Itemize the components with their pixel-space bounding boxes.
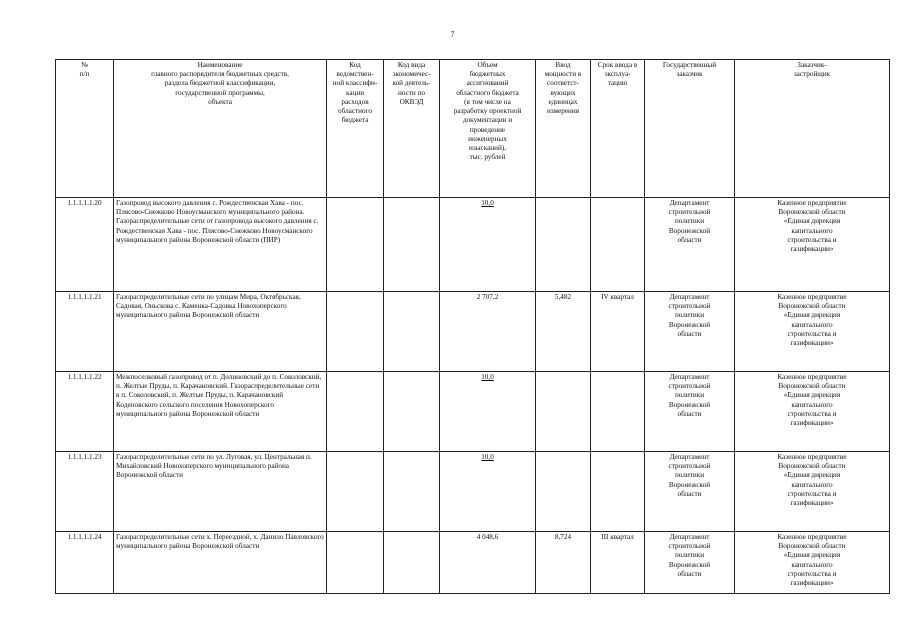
capacity: 5,482 xyxy=(536,292,591,372)
budget-volume: 2 707,2 xyxy=(440,292,536,372)
commissioning-term: III квартал xyxy=(591,532,645,594)
header-capacity: Ввод мощности в соответст- вующих единицах измерения xyxy=(536,60,591,198)
developer: Казенное предприятие Воронежской области «Единая дирекция капитального строительства и газификации» xyxy=(735,198,890,292)
developer: Казенное предприятие Воронежской области «Единая дирекция капитального строительства и газификации» xyxy=(735,532,890,594)
department-code xyxy=(327,452,384,532)
table-row xyxy=(56,372,890,452)
capacity xyxy=(536,198,591,292)
header-name: Наименование главного распорядителя бюджетных средств, раздела бюджетной классификации, государственной программы, объекта xyxy=(114,60,327,198)
state-customer: Департамент строительной политики Воронежской области xyxy=(645,292,735,372)
state-customer: Департамент строительной политики Воронежской области xyxy=(645,198,735,292)
developer: Казенное предприятие Воронежской области «Единая дирекция капитального строительства и газификации» xyxy=(735,452,890,532)
state-customer: Департамент строительной политики Воронежской области xyxy=(645,452,735,532)
row-number: 1.1.1.1.1.24 xyxy=(56,532,114,594)
commissioning-term xyxy=(591,198,645,292)
header-state-customer: Государственный заказчик xyxy=(645,60,735,198)
budget-table xyxy=(55,59,890,594)
page-number: 7 xyxy=(450,30,455,39)
table-row xyxy=(56,198,890,292)
object-name: Газораспределительные сети по ул. Луговая, ул. Центральная п. Михайловский Новохоперского муниципального района Воронежской области xyxy=(114,452,327,532)
header-commissioning-term: Срок ввода в эксплуа- тацию xyxy=(591,60,645,198)
okved-code xyxy=(384,292,440,372)
commissioning-term: IV квартал xyxy=(591,292,645,372)
header-developer: Заказчик- застройщик xyxy=(735,60,890,198)
row-number: 1.1.1.1.1.23 xyxy=(56,452,114,532)
object-name: Газопровод высокого давления с. Рождественская Хава - пос. Плясово-Снежково Новоусманского муниципального района. Газораспределительные сети от газопровода высокого давления с. Рождественская Хава - пос. Плясово-Снежково Новоусманского муниципального района Воронежской области (ПИР) xyxy=(114,198,327,292)
department-code xyxy=(327,198,384,292)
okved-code xyxy=(384,452,440,532)
budget-volume: 10,0 xyxy=(481,199,494,207)
object-name: Межпоселковый газопровод от п. Долиновский до п. Соколовский, п. Желтые Пруды, п. Карачановский. Газораспределительные сети в п. Соколовский, п. Желтые Пруды, п. Карачановский Кодеповского сельского поселения Новохоперского муниципального района Воронежской области xyxy=(114,372,327,452)
budget-volume: 10,0 xyxy=(481,373,494,381)
capacity: 8,724 xyxy=(536,532,591,594)
commissioning-term xyxy=(591,372,645,452)
developer: Казенное предприятие Воронежской области «Единая дирекция капитального строительства и газификации» xyxy=(735,292,890,372)
okved-code xyxy=(384,532,440,594)
budget-volume: 10,0 xyxy=(481,453,494,461)
object-name: Газораспределительные сети х. Переездной, х. Данило Павловского муниципального района Воронежской области xyxy=(114,532,327,594)
row-number: 1.1.1.1.1.22 xyxy=(56,372,114,452)
header-budget-volume: Объем бюджетных ассигнований областного бюджета (в том числе на разработку проектной документации и проведение инженерных изысканий), тыс. рублей xyxy=(440,60,536,198)
state-customer: Департамент строительной политики Воронежской области xyxy=(645,532,735,594)
state-customer: Департамент строительной политики Воронежской области xyxy=(645,372,735,452)
row-number: 1.1.1.1.1.21 xyxy=(56,292,114,372)
budget-volume: 4 048,6 xyxy=(440,532,536,594)
capacity xyxy=(536,452,591,532)
department-code xyxy=(327,532,384,594)
table-row xyxy=(56,452,890,532)
commissioning-term xyxy=(591,452,645,532)
okved-code xyxy=(384,198,440,292)
row-number: 1.1.1.1.1.20 xyxy=(56,198,114,292)
header-okved-code: Код вида экономичес- кой деятель- ности по ОКВЭД xyxy=(384,60,440,198)
okved-code xyxy=(384,372,440,452)
developer: Казенное предприятие Воронежской области «Единая дирекция капитального строительства и газификации» xyxy=(735,372,890,452)
capacity xyxy=(536,372,591,452)
header-number: № п/п xyxy=(56,60,114,198)
table-row xyxy=(56,532,890,594)
table-header-row xyxy=(56,60,890,198)
header-department-code: Код ведомствен- ной классифи- кации расходов областного бюджета xyxy=(327,60,384,198)
department-code xyxy=(327,372,384,452)
department-code xyxy=(327,292,384,372)
object-name: Газораспределительные сети по улицам Мира, Октябрьская, Садовая, Оньскова с. Каменка-Садовка Новохоперского муниципального района Воронежской области xyxy=(114,292,327,372)
table-row xyxy=(56,292,890,372)
